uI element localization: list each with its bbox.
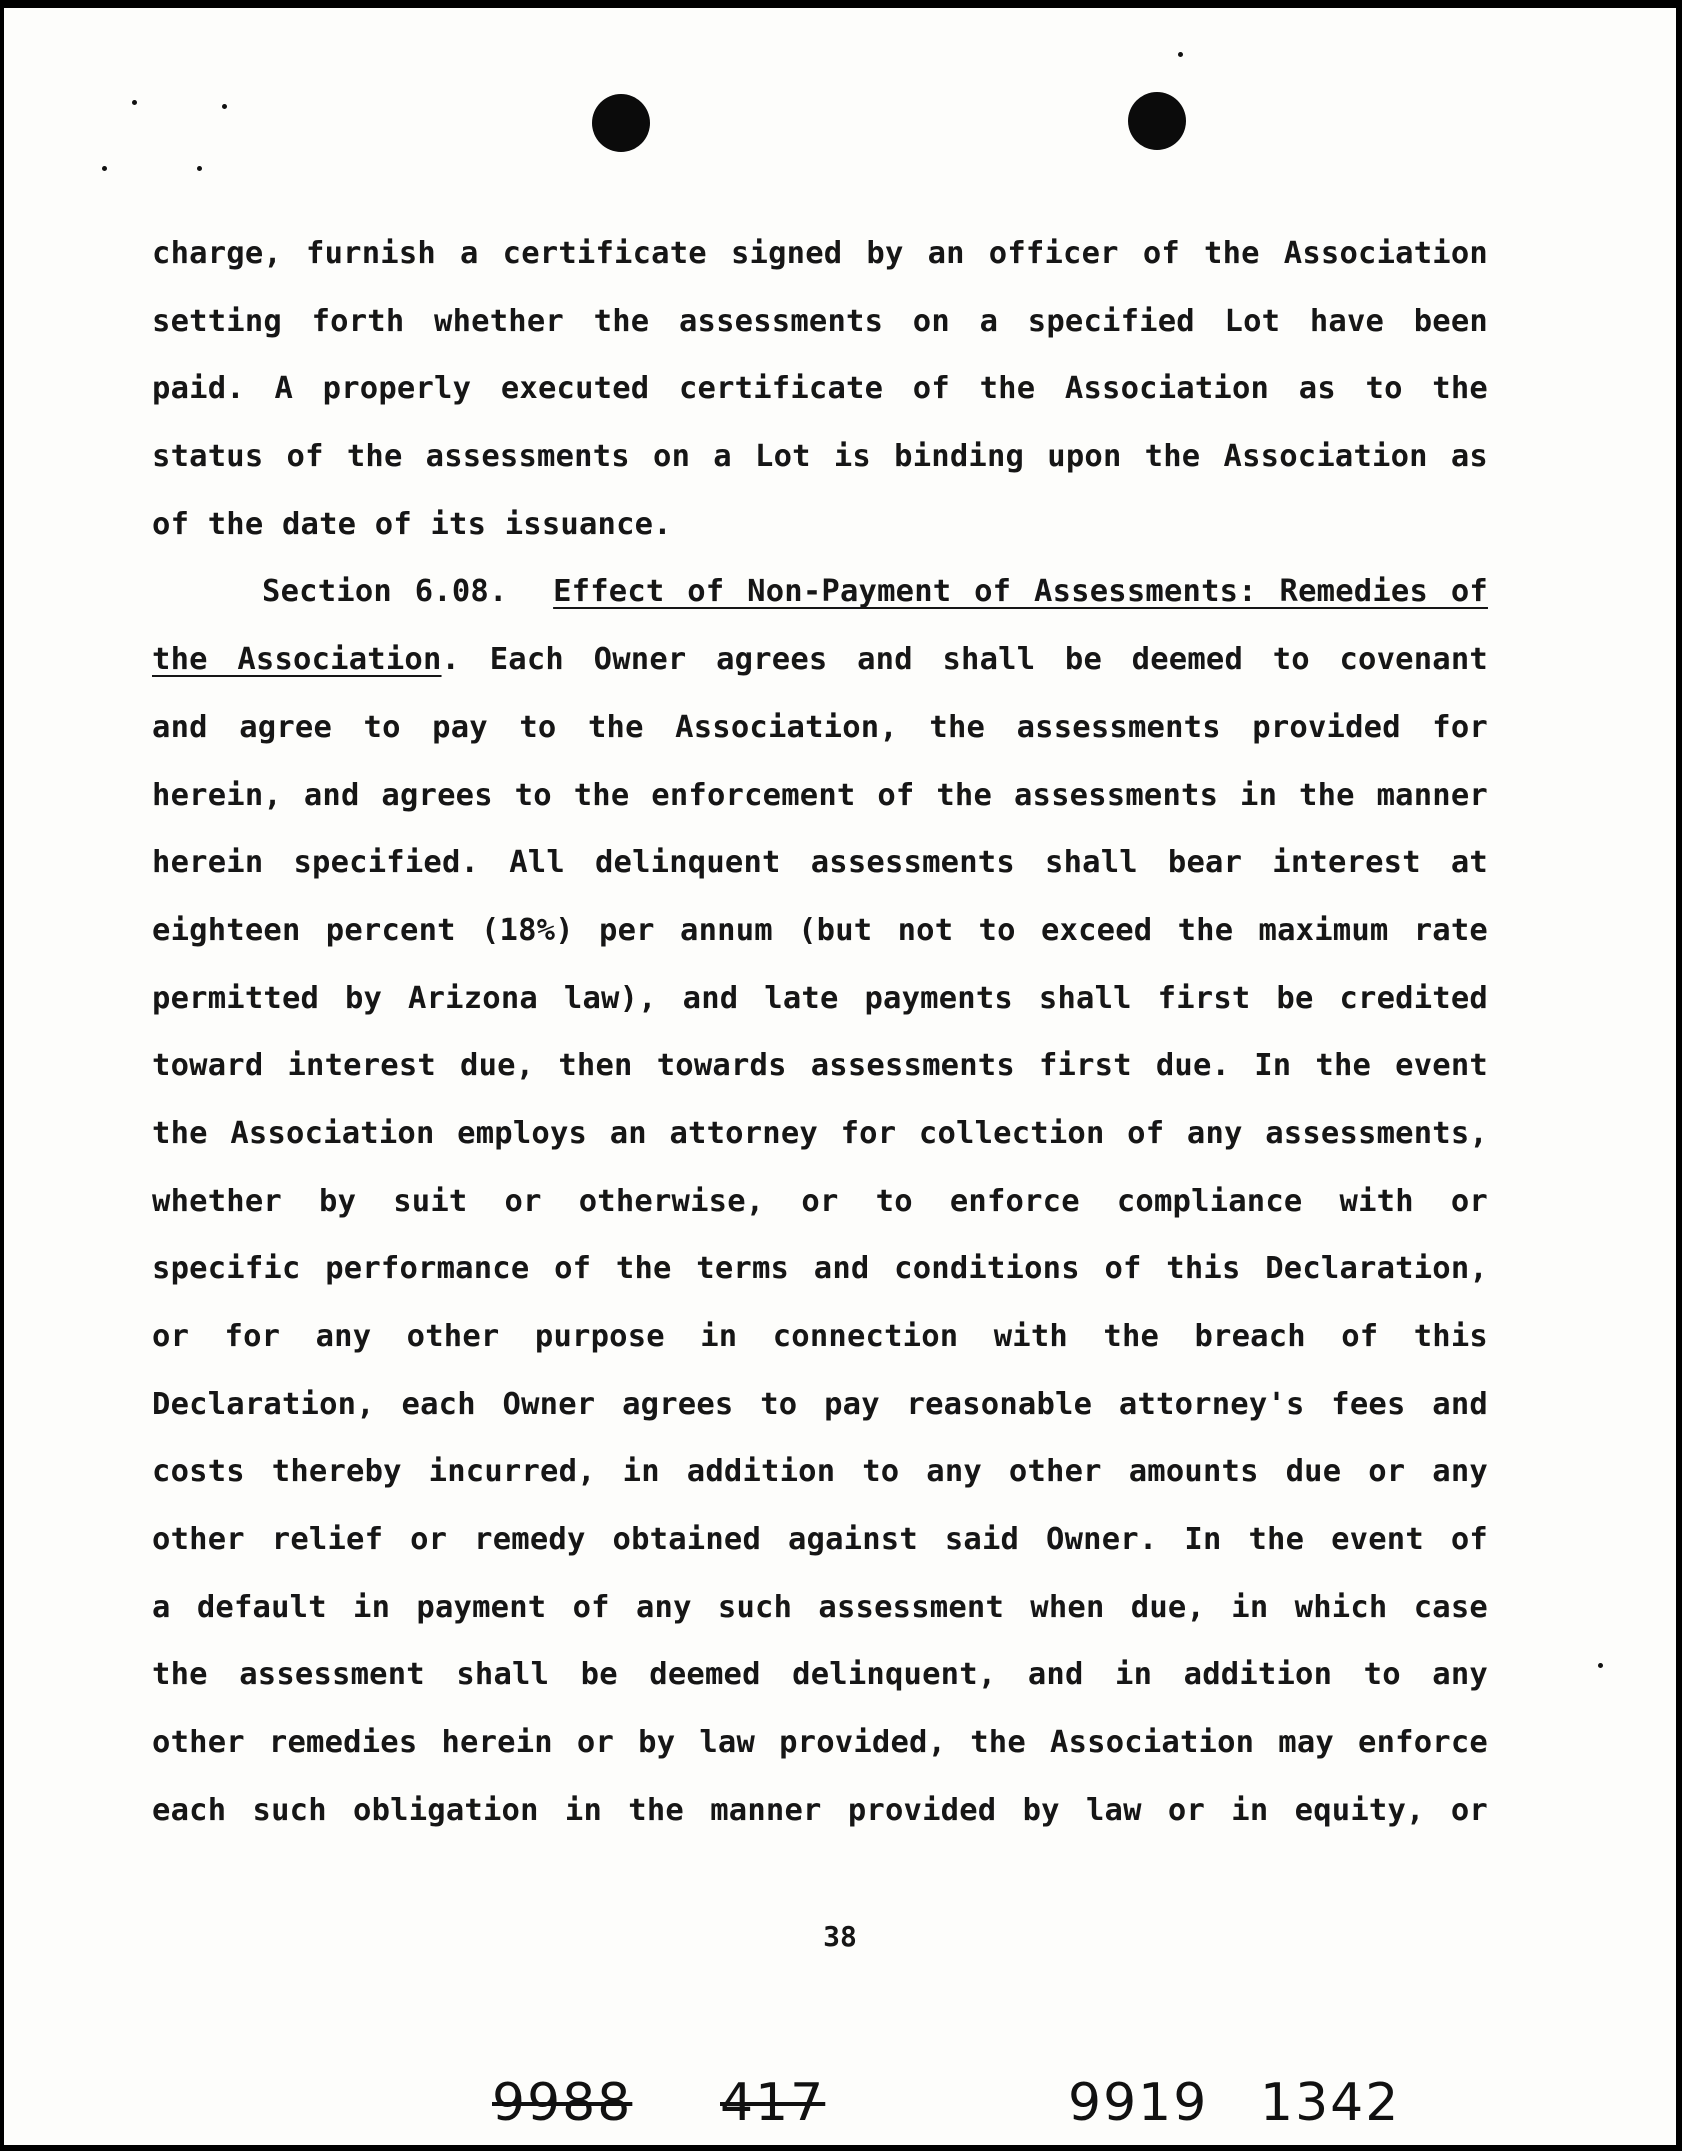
section-heading: Effect of Non-Payment of Assessments: Remedies of <box>553 574 1488 610</box>
section-heading-line <box>152 558 1488 626</box>
text-line: each such obligation in the manner provided by law or in equity, or <box>152 1792 1488 1828</box>
scan-speck <box>102 166 107 171</box>
scan-speck <box>1178 52 1183 57</box>
scan-speck <box>1598 1663 1603 1668</box>
scan-speck <box>222 104 227 109</box>
scan-speck <box>132 100 137 105</box>
text-line: herein specified. All delinquent assessments shall bear interest at <box>152 845 1488 881</box>
struck-stamp-number: 417 <box>720 2073 826 2133</box>
text-line: and agree to pay to the Association, the assessments provided for <box>152 709 1488 745</box>
scan-speck <box>197 166 202 171</box>
text-line: the assessment shall be deemed delinquent, and in addition to any <box>152 1657 1488 1693</box>
text-line: the Association employs an attorney for collection of any assessments, <box>152 1115 1488 1151</box>
text-line: toward interest due, then towards assessments first due. In the event <box>152 1048 1488 1084</box>
text-line: a default in payment of any such assessment when due, in which case <box>152 1589 1488 1625</box>
text-line <box>152 626 1488 694</box>
section-number: Section 6.08. <box>262 574 508 610</box>
text-line: specific performance of the terms and conditions of this Declaration, <box>152 1251 1488 1287</box>
docket-stamp: 9919 <box>1068 2073 1209 2133</box>
text-line: Declaration, each Owner agrees to pay reasonable attorney's fees and <box>152 1386 1488 1422</box>
text-line: costs thereby incurred, in addition to any other amounts due or any <box>152 1454 1488 1490</box>
section-heading-continued: the Association <box>152 642 442 678</box>
text-line: other remedies herein or by law provided, the Association may enforce <box>152 1725 1488 1761</box>
text-line: of the date of its issuance. <box>152 506 672 542</box>
document-page <box>4 8 1676 2145</box>
text-line: charge, furnish a certificate signed by an officer of the Association <box>152 236 1488 271</box>
text-line: eighteen percent (18%) per annum (but not to exceed the maximum rate <box>152 912 1488 948</box>
struck-stamp-number: 9988 <box>492 2073 633 2133</box>
text-line: status of the assessments on a Lot is binding upon the Association as <box>152 439 1488 475</box>
document-body <box>152 220 1488 1845</box>
page-number: 38 <box>823 1920 857 1953</box>
punch-hole-left <box>592 94 650 152</box>
docket-page-stamp: 1342 <box>1260 2073 1401 2133</box>
text-fragment: . Each Owner agrees and shall be deemed to covenant <box>441 642 1488 678</box>
text-line: setting forth whether the assessments on a specified Lot have been <box>152 303 1488 339</box>
text-line: permitted by Arizona law), and late payments shall first be credited <box>152 980 1488 1016</box>
text-line: other relief or remedy obtained against said Owner. In the event of <box>152 1522 1488 1558</box>
text-line: paid. A properly executed certificate of the Association as to the <box>152 371 1488 407</box>
text-line: herein, and agrees to the enforcement of the assessments in the manner <box>152 777 1488 813</box>
text-line: or for any other purpose in connection with the breach of this <box>152 1319 1488 1354</box>
text-line: whether by suit or otherwise, or to enforce compliance with or <box>152 1183 1488 1219</box>
punch-hole-right <box>1128 92 1186 150</box>
